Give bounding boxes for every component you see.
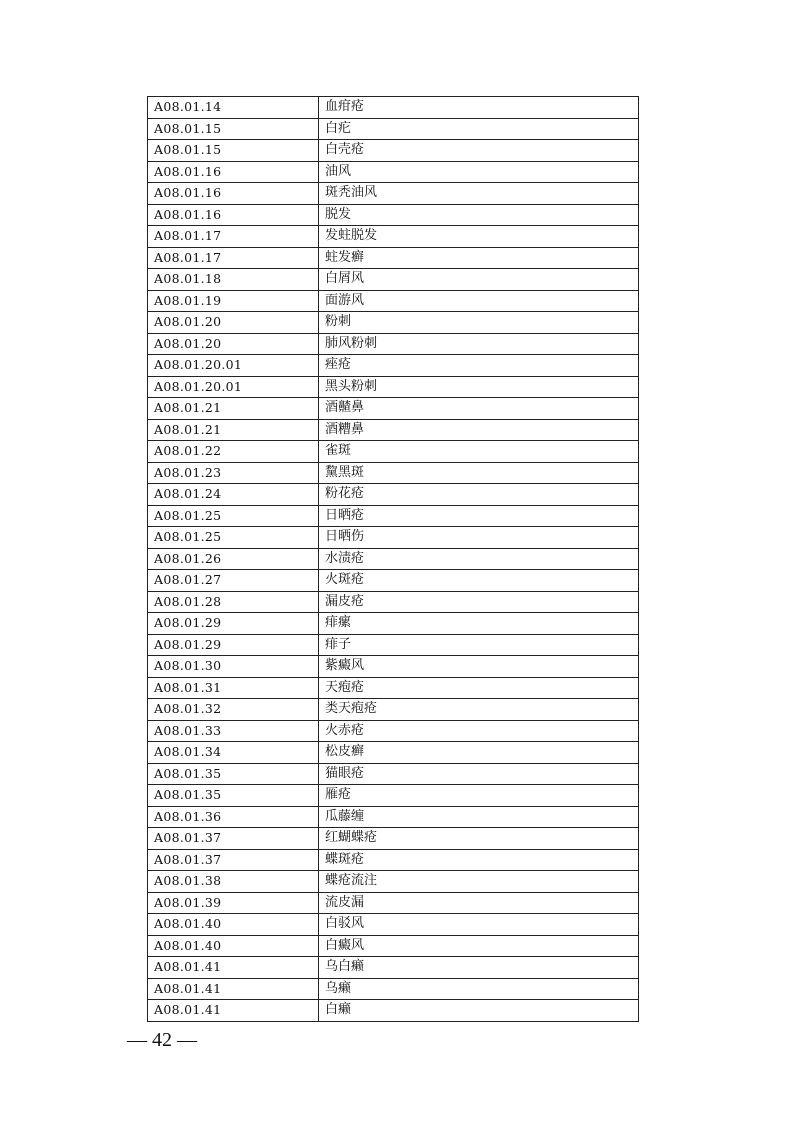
code-cell: A08.01.28 (148, 591, 319, 613)
code-cell: A08.01.37 (148, 828, 319, 850)
code-cell: A08.01.20 (148, 312, 319, 334)
term-cell: 黧黑斑 (319, 462, 639, 484)
table-row (148, 914, 639, 936)
term-cell: 酒齄鼻 (319, 398, 639, 420)
code-cell: A08.01.16 (148, 183, 319, 205)
term-cell: 发蛀脱发 (319, 226, 639, 248)
table-row (148, 763, 639, 785)
code-cell: A08.01.14 (148, 97, 319, 119)
term-cell: 雁疮 (319, 785, 639, 807)
term-cell: 白癜风 (319, 935, 639, 957)
code-cell: A08.01.30 (148, 656, 319, 678)
table-row (148, 806, 639, 828)
code-cell: A08.01.41 (148, 957, 319, 979)
term-cell: 瓜藤缠 (319, 806, 639, 828)
table-row (148, 613, 639, 635)
term-cell: 水渍疮 (319, 548, 639, 570)
table-row (148, 97, 639, 119)
table-row (148, 527, 639, 549)
code-cell: A08.01.25 (148, 527, 319, 549)
code-cell: A08.01.17 (148, 247, 319, 269)
term-cell: 雀斑 (319, 441, 639, 463)
table-row (148, 892, 639, 914)
term-cell: 白屑风 (319, 269, 639, 291)
code-cell: A08.01.27 (148, 570, 319, 592)
table-row (148, 570, 639, 592)
page-number: — 42 — (127, 1029, 197, 1051)
table-row (148, 591, 639, 613)
term-cell: 粉花疮 (319, 484, 639, 506)
code-cell: A08.01.36 (148, 806, 319, 828)
term-cell: 乌白癞 (319, 957, 639, 979)
code-cell: A08.01.35 (148, 763, 319, 785)
table-row (148, 849, 639, 871)
table-row (148, 677, 639, 699)
term-cell: 蝶疮流注 (319, 871, 639, 893)
table-row (148, 290, 639, 312)
table-row (148, 957, 639, 979)
table-row (148, 462, 639, 484)
term-cell: 油风 (319, 161, 639, 183)
table-row (148, 269, 639, 291)
term-cell: 白疕 (319, 118, 639, 140)
table-row (148, 634, 639, 656)
table-body (148, 97, 639, 1022)
term-cell: 痱子 (319, 634, 639, 656)
terminology-table (147, 96, 639, 1022)
table-row (148, 161, 639, 183)
code-cell: A08.01.21 (148, 398, 319, 420)
code-cell: A08.01.35 (148, 785, 319, 807)
table-row (148, 419, 639, 441)
table-row (148, 505, 639, 527)
code-cell: A08.01.15 (148, 118, 319, 140)
table-row (148, 140, 639, 162)
table-row (148, 312, 639, 334)
table-row (148, 828, 639, 850)
term-cell: 白癞 (319, 1000, 639, 1022)
code-cell: A08.01.29 (148, 613, 319, 635)
code-cell: A08.01.23 (148, 462, 319, 484)
code-cell: A08.01.41 (148, 1000, 319, 1022)
table-row (148, 935, 639, 957)
code-cell: A08.01.21 (148, 419, 319, 441)
term-cell: 蝶斑疮 (319, 849, 639, 871)
code-cell: A08.01.17 (148, 226, 319, 248)
term-cell: 白驳风 (319, 914, 639, 936)
term-cell: 火赤疮 (319, 720, 639, 742)
code-cell: A08.01.33 (148, 720, 319, 742)
term-cell: 黑头粉刺 (319, 376, 639, 398)
table-row (148, 226, 639, 248)
code-cell: A08.01.24 (148, 484, 319, 506)
code-cell: A08.01.18 (148, 269, 319, 291)
table-row (148, 720, 639, 742)
code-cell: A08.01.39 (148, 892, 319, 914)
table-row (148, 333, 639, 355)
code-cell: A08.01.29 (148, 634, 319, 656)
term-cell: 日晒疮 (319, 505, 639, 527)
table-row (148, 699, 639, 721)
term-cell: 松皮癣 (319, 742, 639, 764)
term-cell: 痤疮 (319, 355, 639, 377)
term-cell: 漏皮疮 (319, 591, 639, 613)
term-cell: 肺风粉刺 (319, 333, 639, 355)
code-cell: A08.01.20 (148, 333, 319, 355)
term-cell: 流皮漏 (319, 892, 639, 914)
term-cell: 蛀发癣 (319, 247, 639, 269)
table-row (148, 376, 639, 398)
code-cell: A08.01.15 (148, 140, 319, 162)
term-cell: 脱发 (319, 204, 639, 226)
code-cell: A08.01.34 (148, 742, 319, 764)
code-cell: A08.01.38 (148, 871, 319, 893)
term-cell: 白壳疮 (319, 140, 639, 162)
table-row (148, 871, 639, 893)
code-cell: A08.01.32 (148, 699, 319, 721)
code-cell: A08.01.26 (148, 548, 319, 570)
term-cell: 斑秃油风 (319, 183, 639, 205)
table-row (148, 441, 639, 463)
term-cell: 类天疱疮 (319, 699, 639, 721)
code-cell: A08.01.16 (148, 161, 319, 183)
term-cell: 面游风 (319, 290, 639, 312)
table-row (148, 183, 639, 205)
term-cell: 天疱疮 (319, 677, 639, 699)
term-cell: 紫癜风 (319, 656, 639, 678)
term-cell: 酒糟鼻 (319, 419, 639, 441)
code-cell: A08.01.37 (148, 849, 319, 871)
code-cell: A08.01.25 (148, 505, 319, 527)
term-cell: 乌癞 (319, 978, 639, 1000)
term-cell: 血疳疮 (319, 97, 639, 119)
code-cell: A08.01.19 (148, 290, 319, 312)
code-cell: A08.01.31 (148, 677, 319, 699)
table-row (148, 656, 639, 678)
term-cell: 粉刺 (319, 312, 639, 334)
term-cell: 痱瘰 (319, 613, 639, 635)
table-row (148, 355, 639, 377)
term-cell: 日晒伤 (319, 527, 639, 549)
term-cell: 猫眼疮 (319, 763, 639, 785)
code-cell: A08.01.41 (148, 978, 319, 1000)
table-row (148, 1000, 639, 1022)
table-row (148, 548, 639, 570)
table-row (148, 204, 639, 226)
code-cell: A08.01.40 (148, 914, 319, 936)
table-row (148, 742, 639, 764)
term-cell: 火斑疮 (319, 570, 639, 592)
table-row (148, 978, 639, 1000)
code-cell: A08.01.40 (148, 935, 319, 957)
table-row (148, 785, 639, 807)
term-cell: 红蝴蝶疮 (319, 828, 639, 850)
code-cell: A08.01.16 (148, 204, 319, 226)
table-row (148, 118, 639, 140)
table-row (148, 398, 639, 420)
code-cell: A08.01.20.01 (148, 376, 319, 398)
table-row (148, 484, 639, 506)
code-cell: A08.01.22 (148, 441, 319, 463)
table-row (148, 247, 639, 269)
code-cell: A08.01.20.01 (148, 355, 319, 377)
